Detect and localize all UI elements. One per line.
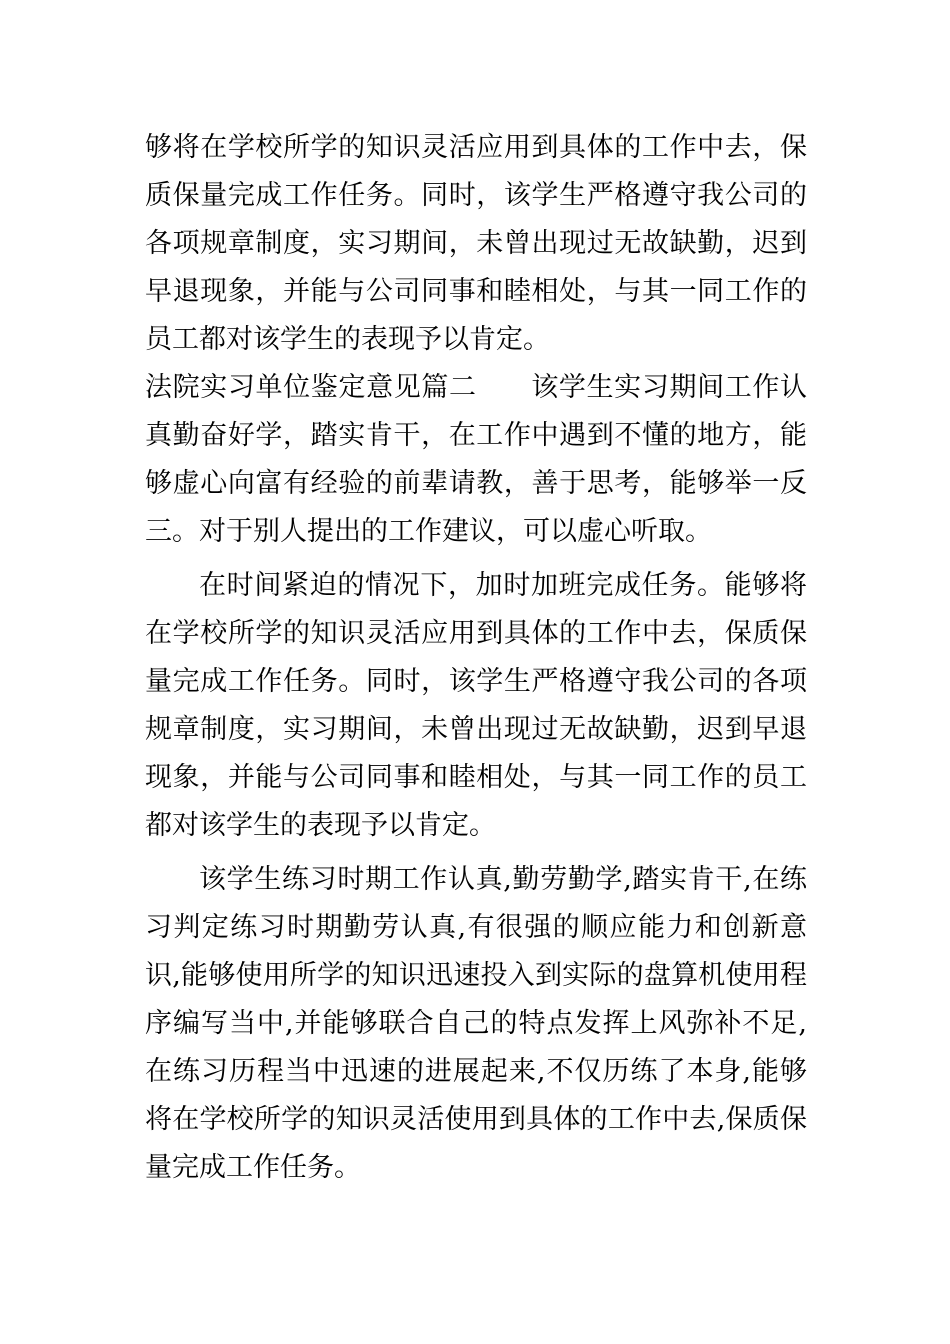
paragraph-continuation [145,124,807,364]
paragraph-practice [145,856,807,1192]
paragraph-text: 够将在学校所学的知识灵活应用到具体的工作中去，保质保量完成工作任务。同时，该学生严格遵守我公司的各项规章制度，实习期间，未曾出现过无故缺勤，迟到早退现象，并能与公司同事和睦相处，与其一同工作的员工都对该学生的表现予以肯定。 [145,132,807,355]
paragraph-text: 在时间紧迫的情况下，加时加班完成任务。能够将在学校所学的知识灵活应用到具体的工作中去，保质保量完成工作任务。同时，该学生严格遵守我公司的各项规章制度，实习期间，未曾出现过无故缺勤，迟到早退现象，并能与公司同事和睦相处，与其一同工作的员工都对该学生的表现予以肯定。 [145,570,807,841]
document-body [145,124,807,1192]
paragraph-overtime [145,562,807,850]
section-heading: 法院实习单位鉴定意见篇二 [145,372,477,403]
paragraph-section-two [145,364,807,556]
paragraph-text: 该学生练习时期工作认真,勤劳勤学,踏实肯干,在练习判定练习时期勤劳认真,有很强的顺应能力和创新意识,能够使用所学的知识迅速投入到实际的盘算机使用程序编写当中,并能够联合自己的特点发挥上风弥补不足,在练习历程当中迅速的进展起来,不仅历练了本身,能够将在学校所学的知识灵活使用到具体的工作中去,保质保量完成工作任务。 [145,864,807,1183]
paragraph-text: 该学生实习期间工作认真勤奋好学，踏实肯干，在工作中遇到不懂的地方，能够虚心向富有经验的前辈请教，善于思考，能够举一反三。对于别人提出的工作建议，可以虚心听取。 [145,372,808,547]
